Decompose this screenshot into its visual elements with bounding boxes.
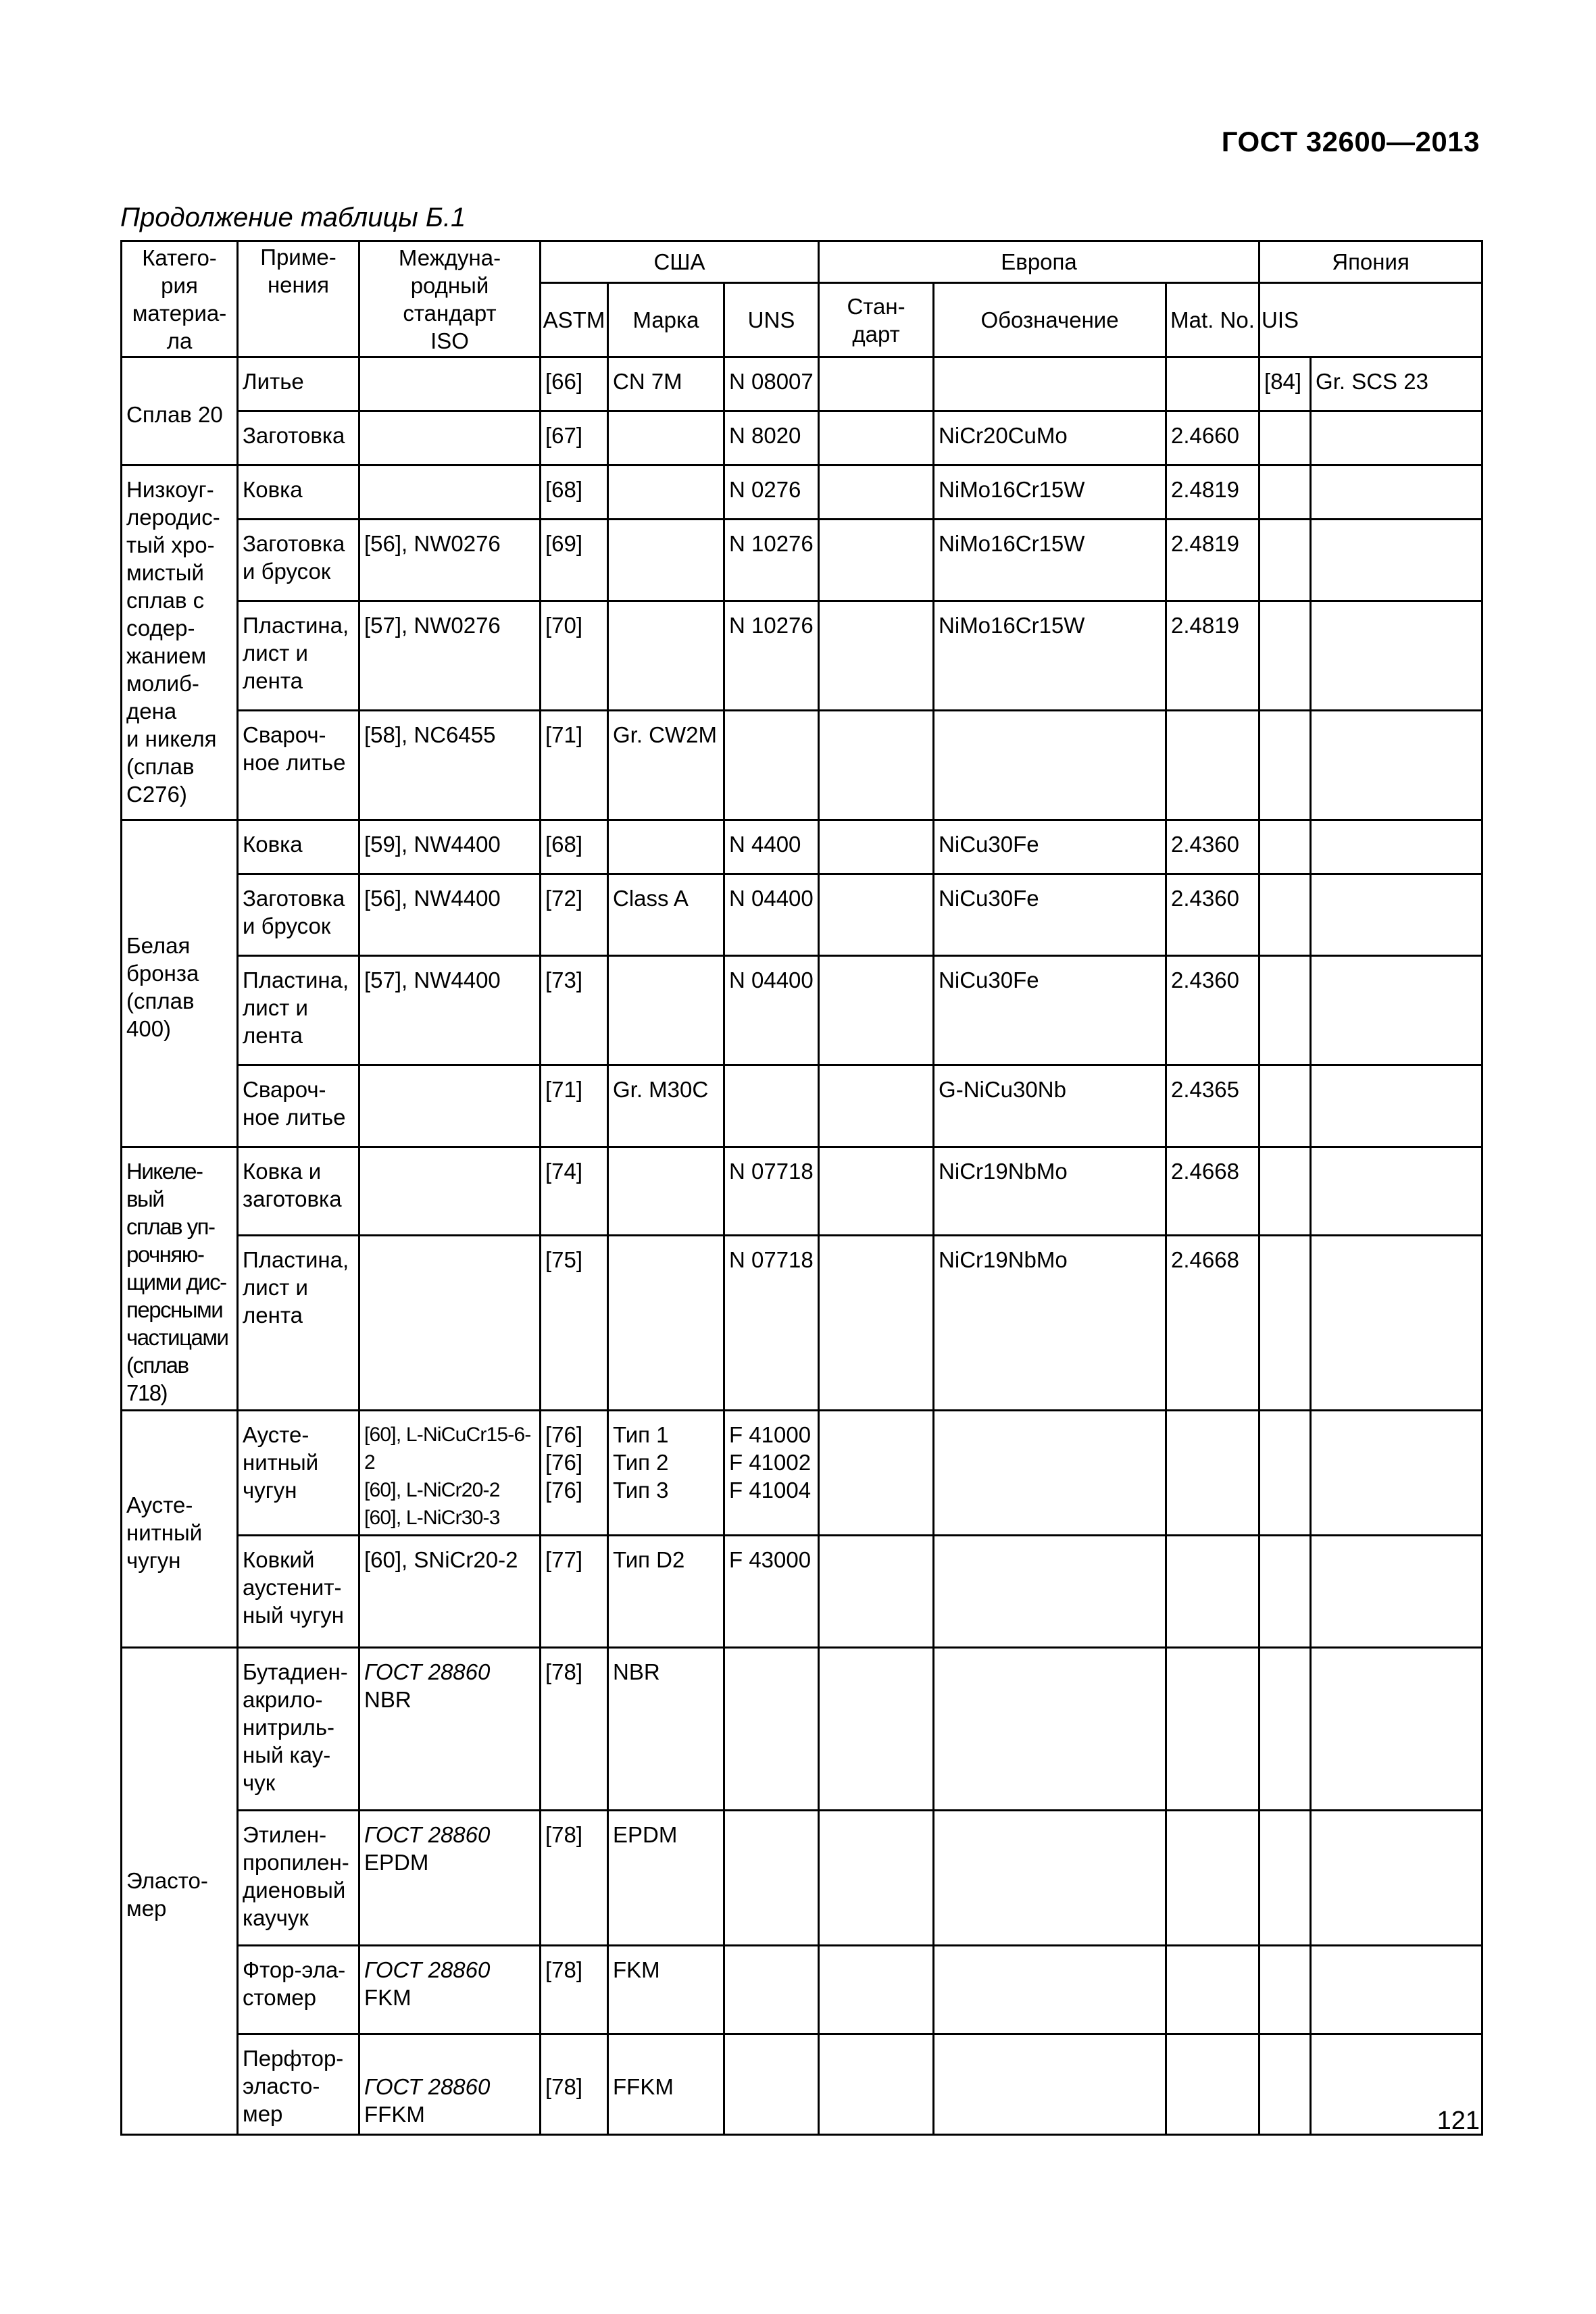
- iso-cell: [58], NC6455: [359, 711, 541, 820]
- astm-cell: [68]: [541, 820, 608, 874]
- eu-standard-cell: [819, 874, 934, 956]
- table-row: [122, 956, 1482, 1065]
- mat-no-cell: [1166, 1946, 1260, 2034]
- iso-cell: [60], L-NiCuCr15-6-2 [60], L-NiCr20-2 [60], L-NiCr30-3: [359, 1411, 541, 1536]
- grade-cell: Gr. M30C: [608, 1065, 724, 1147]
- eu-designation-cell: NiMo16Cr15W: [934, 601, 1166, 711]
- eu-designation-cell: G-NiCu30Nb: [934, 1065, 1166, 1147]
- iso-cell: [359, 1811, 541, 1946]
- mat-no-cell: [1166, 1811, 1260, 1946]
- mat-no-cell: 2.4819: [1166, 520, 1260, 601]
- jis-grade-cell: [1311, 1411, 1482, 1536]
- jis-grade-cell: [1311, 1648, 1482, 1811]
- mat-no-cell: [1166, 1411, 1260, 1536]
- astm-cell: [67]: [541, 411, 608, 466]
- table-row: [122, 1946, 1482, 2034]
- page-number: 121: [1437, 2107, 1480, 2135]
- category-cell: Никеле- вый сплав уп- рочняю- щими дис- персными частицами (сплав 718): [122, 1147, 238, 1411]
- iso-standard: ГОСТ 28860: [364, 1957, 491, 1982]
- header-usa-grade: Марка: [608, 283, 724, 357]
- astm-cell: [78]: [541, 1648, 608, 1811]
- table-row: [122, 1811, 1482, 1946]
- iso-standard: ГОСТ 28860: [364, 1822, 491, 1847]
- uns-cell: F 43000: [724, 1536, 819, 1648]
- eu-standard-cell: [819, 820, 934, 874]
- iso-cell: [60], SNiCr20-2: [359, 1536, 541, 1648]
- iso-cell: [56], NW4400: [359, 874, 541, 956]
- jis-cell: [1260, 466, 1311, 520]
- iso-cell: [359, 411, 541, 466]
- mat-no-cell: [1166, 711, 1260, 820]
- eu-standard-cell: [819, 520, 934, 601]
- eu-standard-cell: [819, 1235, 934, 1410]
- category-cell: Белая бронза (сплав 400): [122, 820, 238, 1147]
- uns-cell: [724, 711, 819, 820]
- uns-cell: N 10276: [724, 601, 819, 711]
- jis-cell: [1260, 1065, 1311, 1147]
- iso-cell: [57], NW4400: [359, 956, 541, 1065]
- astm-cell: [72]: [541, 874, 608, 956]
- iso-cell: [359, 466, 541, 520]
- header-uns: UNS: [724, 283, 819, 357]
- uns-cell: [724, 1946, 819, 2034]
- jis-grade-cell: [1311, 1147, 1482, 1236]
- jis-grade-cell: [1311, 466, 1482, 520]
- jis-cell: [1260, 1811, 1311, 1946]
- eu-designation-cell: [934, 357, 1166, 411]
- jis-grade-cell: Gr. SCS 23: [1311, 357, 1482, 411]
- mat-no-cell: 2.4360: [1166, 820, 1260, 874]
- mat-no-cell: 2.4365: [1166, 1065, 1260, 1147]
- iso-cell: [359, 1065, 541, 1147]
- eu-standard-cell: [819, 357, 934, 411]
- table-row: [122, 411, 1482, 466]
- table-row: [122, 1648, 1482, 1811]
- eu-standard-cell: [819, 711, 934, 820]
- application-cell: Свароч- ное литье: [238, 1065, 359, 1147]
- table-row: [122, 1235, 1482, 1410]
- materials-table: [120, 240, 1483, 2136]
- header-japan: Япония: [1260, 241, 1482, 283]
- application-cell: Этилен- пропилен- диеновый каучук: [238, 1811, 359, 1946]
- iso-code: NBR: [364, 1687, 412, 1712]
- grade-cell: Gr. CW2M: [608, 711, 724, 820]
- jis-cell: [1260, 711, 1311, 820]
- eu-standard-cell: [819, 1147, 934, 1236]
- eu-designation-cell: NiCr19NbMo: [934, 1147, 1166, 1236]
- uns-cell: N 04400: [724, 956, 819, 1065]
- iso-code: FKM: [364, 1985, 412, 2010]
- jis-cell: [84]: [1260, 357, 1311, 411]
- grade-cell: [608, 601, 724, 711]
- application-cell: Ковка: [238, 820, 359, 874]
- header-europe: Европа: [819, 241, 1260, 283]
- jis-grade-cell: [1311, 1946, 1482, 2034]
- application-cell: Фтор-эла- стомер: [238, 1946, 359, 2034]
- mat-no-cell: 2.4668: [1166, 1235, 1260, 1410]
- astm-cell: [75]: [541, 1235, 608, 1410]
- iso-cell: [56], NW0276: [359, 520, 541, 601]
- jis-cell: [1260, 874, 1311, 956]
- eu-standard-cell: [819, 956, 934, 1065]
- eu-designation-cell: NiCr20CuMo: [934, 411, 1166, 466]
- table-row: [122, 1536, 1482, 1648]
- header-jis: UIS: [1260, 283, 1482, 357]
- iso-code: EPDM: [364, 1850, 429, 1875]
- jis-cell: [1260, 1147, 1311, 1236]
- application-cell: Литье: [238, 357, 359, 411]
- eu-designation-cell: NiMo16Cr15W: [934, 466, 1166, 520]
- application-cell: Ковка: [238, 466, 359, 520]
- iso-cell: [359, 1946, 541, 2034]
- table-row: [122, 1147, 1482, 1236]
- grade-cell: FFKM: [608, 2034, 724, 2135]
- jis-grade-cell: [1311, 956, 1482, 1065]
- uns-cell: [724, 1065, 819, 1147]
- application-cell: Ковка и заготовка: [238, 1147, 359, 1236]
- application-cell: Заготовка и брусок: [238, 874, 359, 956]
- grade-cell: Class A: [608, 874, 724, 956]
- eu-standard-cell: [819, 411, 934, 466]
- jis-grade-cell: [1311, 1235, 1482, 1410]
- uns-cell: N 04400: [724, 874, 819, 956]
- mat-no-cell: 2.4360: [1166, 956, 1260, 1065]
- jis-cell: [1260, 411, 1311, 466]
- iso-code: FFKM: [364, 2102, 425, 2127]
- uns-cell: [724, 1648, 819, 1811]
- iso-standard: ГОСТ 28860: [364, 2074, 491, 2099]
- header-application: Приме- нения: [238, 241, 359, 357]
- jis-grade-cell: [1311, 520, 1482, 601]
- table-row: [122, 520, 1482, 601]
- uns-cell: N 8020: [724, 411, 819, 466]
- table-row: [122, 1411, 1482, 1536]
- category-cell: Сплав 20: [122, 357, 238, 466]
- eu-designation-cell: NiCu30Fe: [934, 820, 1166, 874]
- mat-no-cell: 2.4819: [1166, 466, 1260, 520]
- astm-cell: [70]: [541, 601, 608, 711]
- application-cell: Пластина, лист и лента: [238, 601, 359, 711]
- grade-cell: EPDM: [608, 1811, 724, 1946]
- application-cell: Пластина, лист и лента: [238, 956, 359, 1065]
- jis-cell: [1260, 520, 1311, 601]
- uns-cell: N 08007: [724, 357, 819, 411]
- jis-cell: [1260, 956, 1311, 1065]
- jis-cell: [1260, 601, 1311, 711]
- document-id: ГОСТ 32600—2013: [1221, 126, 1480, 157]
- uns-cell: [724, 1811, 819, 1946]
- application-cell: Свароч- ное литье: [238, 711, 359, 820]
- grade-cell: CN 7M: [608, 357, 724, 411]
- uns-cell: N 0276: [724, 466, 819, 520]
- mat-no-cell: [1166, 357, 1260, 411]
- iso-cell: [359, 1648, 541, 1811]
- astm-cell: [71]: [541, 1065, 608, 1147]
- eu-standard-cell: [819, 466, 934, 520]
- mat-no-cell: 2.4668: [1166, 1147, 1260, 1236]
- table-row: [122, 874, 1482, 956]
- grade-cell: FKM: [608, 1946, 724, 2034]
- eu-designation-cell: NiCu30Fe: [934, 956, 1166, 1065]
- mat-no-cell: 2.4660: [1166, 411, 1260, 466]
- jis-cell: [1260, 1536, 1311, 1648]
- application-cell: Бутадиен- акрило- нитриль- ный кау- чук: [238, 1648, 359, 1811]
- header-eu-standard: Стан- дарт: [819, 283, 934, 357]
- jis-grade-cell: [1311, 601, 1482, 711]
- jis-cell: [1260, 1648, 1311, 1811]
- application-cell: Заготовка и брусок: [238, 520, 359, 601]
- eu-designation-cell: NiMo16Cr15W: [934, 520, 1166, 601]
- eu-standard-cell: [819, 1811, 934, 1946]
- astm-cell: [66]: [541, 357, 608, 411]
- eu-designation-cell: [934, 711, 1166, 820]
- mat-no-cell: 2.4819: [1166, 601, 1260, 711]
- grade-cell: [608, 820, 724, 874]
- category-cell: Низкоуг- леродис- тый хро- мистый сплав с содер- жанием молиб- дена и никеля (сплав C276): [122, 466, 238, 820]
- mat-no-cell: [1166, 1536, 1260, 1648]
- eu-standard-cell: [819, 1648, 934, 1811]
- iso-cell: [57], NW0276: [359, 601, 541, 711]
- header-eu-designation: Обозначение: [934, 283, 1166, 357]
- table-caption: Продолжение таблицы Б.1: [120, 203, 466, 232]
- astm-cell: [78]: [541, 1811, 608, 1946]
- eu-standard-cell: [819, 1536, 934, 1648]
- mat-no-cell: 2.4360: [1166, 874, 1260, 956]
- application-cell: Заготовка: [238, 411, 359, 466]
- uns-cell: N 07718: [724, 1147, 819, 1236]
- uns-cell: F 41000 F 41002 F 41004: [724, 1411, 819, 1536]
- grade-cell: [608, 1147, 724, 1236]
- astm-cell: [78]: [541, 1946, 608, 2034]
- application-cell: Пластина, лист и лента: [238, 1235, 359, 1410]
- astm-cell: [77]: [541, 1536, 608, 1648]
- table-row: [122, 357, 1482, 411]
- jis-grade-cell: [1311, 411, 1482, 466]
- eu-designation-cell: [934, 1946, 1166, 2034]
- astm-cell: [68]: [541, 466, 608, 520]
- jis-grade-cell: [1311, 1811, 1482, 1946]
- jis-cell: [1260, 1946, 1311, 2034]
- astm-cell: [76] [76] [76]: [541, 1411, 608, 1536]
- eu-standard-cell: [819, 601, 934, 711]
- grade-cell: [608, 411, 724, 466]
- category-cell: Эласто- мер: [122, 1648, 238, 2135]
- iso-cell: [359, 1147, 541, 1236]
- mat-no-cell: [1166, 1648, 1260, 1811]
- jis-cell: [1260, 1235, 1311, 1410]
- application-cell: Аусте- нитный чугун: [238, 1411, 359, 1536]
- eu-designation-cell: [934, 1536, 1166, 1648]
- eu-designation-cell: [934, 1811, 1166, 1946]
- category-cell: Аусте- нитный чугун: [122, 1411, 238, 1648]
- application-cell: Перфтор- эласто- мер: [238, 2034, 359, 2135]
- iso-cell: [359, 357, 541, 411]
- iso-cell: [59], NW4400: [359, 820, 541, 874]
- jis-grade-cell: [1311, 1065, 1482, 1147]
- jis-grade-cell: [1311, 1536, 1482, 1648]
- eu-designation-cell: NiCu30Fe: [934, 874, 1166, 956]
- table-row: [122, 1065, 1482, 1147]
- header-iso: Междуна- родный стандарт ISO: [359, 241, 541, 357]
- eu-designation-cell: [934, 1648, 1166, 1811]
- jis-grade-cell: [1311, 820, 1482, 874]
- grade-cell: [608, 1235, 724, 1410]
- grade-cell: Тип 1 Тип 2 Тип 3: [608, 1411, 724, 1536]
- astm-cell: [74]: [541, 1147, 608, 1236]
- header-astm: ASTM: [541, 283, 608, 357]
- table-row: [122, 466, 1482, 520]
- astm-cell: [73]: [541, 956, 608, 1065]
- eu-standard-cell: [819, 1946, 934, 2034]
- uns-cell: N 07718: [724, 1235, 819, 1410]
- eu-standard-cell: [819, 1065, 934, 1147]
- uns-cell: N 4400: [724, 820, 819, 874]
- header-usa: США: [541, 241, 819, 283]
- astm-cell: [78]: [541, 2034, 608, 2135]
- grade-cell: NBR: [608, 1648, 724, 1811]
- eu-designation-cell: [934, 1411, 1166, 1536]
- grade-cell: Тип D2: [608, 1536, 724, 1648]
- application-cell: Ковкий аустенит- ный чугун: [238, 1536, 359, 1648]
- uns-cell: N 10276: [724, 520, 819, 601]
- astm-cell: [71]: [541, 711, 608, 820]
- jis-grade-cell: [1311, 874, 1482, 956]
- table-row: [122, 820, 1482, 874]
- grade-cell: [608, 520, 724, 601]
- jis-cell: [1260, 1411, 1311, 1536]
- header-category: Катего- рия материа- ла: [122, 241, 238, 357]
- astm-cell: [69]: [541, 520, 608, 601]
- iso-standard: ГОСТ 28860: [364, 1659, 491, 1684]
- eu-standard-cell: [819, 1411, 934, 1536]
- grade-cell: [608, 466, 724, 520]
- header-mat-no: Mat. No.: [1166, 283, 1260, 357]
- table-row: [122, 601, 1482, 711]
- jis-grade-cell: [1311, 711, 1482, 820]
- eu-designation-cell: NiCr19NbMo: [934, 1235, 1166, 1410]
- jis-cell: [1260, 820, 1311, 874]
- table-row: [122, 711, 1482, 820]
- iso-cell: [359, 1235, 541, 1410]
- grade-cell: [608, 956, 724, 1065]
